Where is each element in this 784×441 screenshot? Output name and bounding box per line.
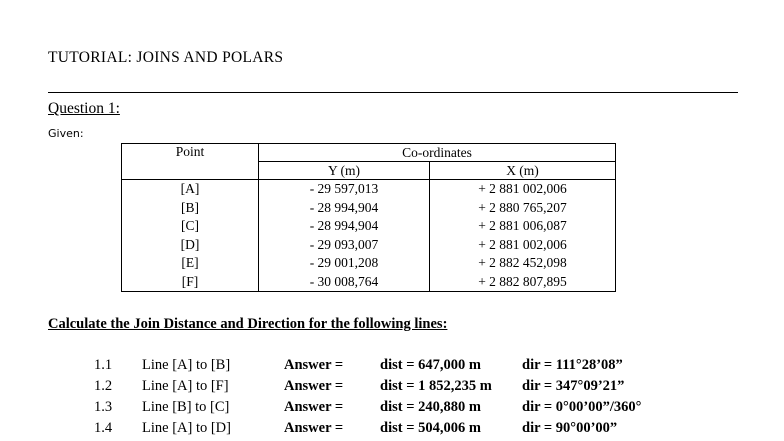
y-cell: - 30 008,764 — [259, 273, 430, 292]
y-cell: - 29 093,007 — [259, 236, 430, 255]
answer-direction: dir = 90°00’00” — [522, 420, 618, 436]
x-cell: + 2 881 002,006 — [430, 180, 616, 199]
answer-direction: dir = 111°28’08” — [522, 357, 623, 373]
table-row — [122, 254, 616, 273]
answer-line: Line [A] to [B] — [142, 357, 231, 373]
point-cell: [C] — [122, 217, 259, 236]
x-cell: + 2 881 006,087 — [430, 217, 616, 236]
title-divider — [48, 92, 738, 93]
answer-label: Answer = — [284, 357, 344, 373]
answer-line: Line [A] to [D] — [142, 420, 231, 436]
answer-number: 1.3 — [94, 399, 113, 415]
table-header-row — [122, 144, 616, 162]
given-label: Given: — [48, 127, 84, 140]
instruction-heading: Calculate the Join Distance and Direction for the following lines: — [48, 316, 448, 332]
answer-label: Answer = — [284, 378, 344, 394]
y-cell: - 28 994,904 — [259, 199, 430, 218]
x-cell: + 2 880 765,207 — [430, 199, 616, 218]
table-row — [122, 180, 616, 199]
y-cell: - 28 994,904 — [259, 217, 430, 236]
point-cell: [B] — [122, 199, 259, 218]
answer-number: 1.1 — [94, 357, 113, 373]
x-cell: + 2 882 452,098 — [430, 254, 616, 273]
answer-direction: dir = 0°00’00”/360° — [522, 399, 642, 415]
answer-line: Line [B] to [C] — [142, 399, 230, 415]
header-coordinates: Co-ordinates — [259, 144, 616, 162]
y-cell: - 29 597,013 — [259, 180, 430, 199]
answer-number: 1.2 — [94, 378, 113, 394]
answer-distance: dist = 647,000 m — [380, 357, 481, 373]
answer-label: Answer = — [284, 399, 344, 415]
table-row — [122, 217, 616, 236]
y-cell: - 29 001,208 — [259, 254, 430, 273]
table-row — [122, 273, 616, 292]
answer-distance: dist = 240,880 m — [380, 399, 481, 415]
header-y: Y (m) — [259, 162, 430, 180]
coordinates-table — [121, 143, 616, 292]
point-cell: [D] — [122, 236, 259, 255]
x-cell: + 2 882 807,895 — [430, 273, 616, 292]
point-cell: [A] — [122, 180, 259, 199]
point-cell: [F] — [122, 273, 259, 292]
answer-number: 1.4 — [94, 420, 113, 436]
point-cell: [E] — [122, 254, 259, 273]
answer-line: Line [A] to [F] — [142, 378, 229, 394]
table-row — [122, 199, 616, 218]
page-title: TUTORIAL: JOINS AND POLARS — [48, 49, 284, 66]
table-row — [122, 236, 616, 255]
answer-distance: dist = 1 852,235 m — [380, 378, 492, 394]
header-x: X (m) — [430, 162, 616, 180]
question-heading: Question 1: — [48, 100, 120, 117]
x-cell: + 2 881 002,006 — [430, 236, 616, 255]
answer-label: Answer = — [284, 420, 344, 436]
answer-direction: dir = 347°09’21” — [522, 378, 625, 394]
answer-distance: dist = 504,006 m — [380, 420, 481, 436]
header-point: Point — [122, 144, 259, 180]
